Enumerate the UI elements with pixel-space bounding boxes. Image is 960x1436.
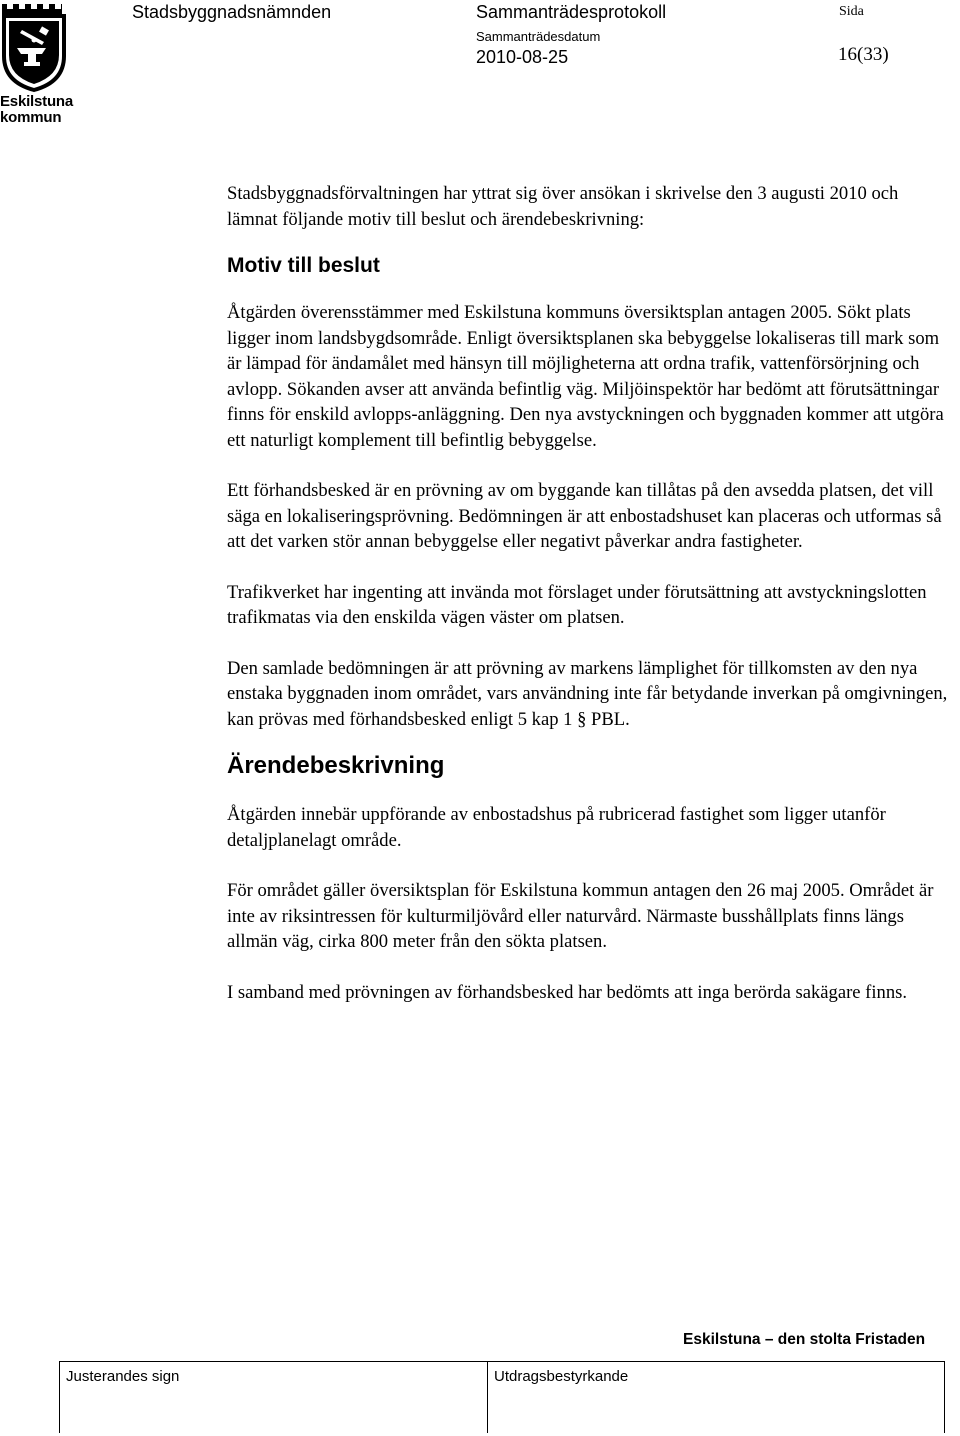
page-number: 16(33) xyxy=(838,44,889,65)
footer-divider xyxy=(487,1361,488,1433)
intro-paragraph: Stadsbyggnadsförvaltningen har yttrat sig över ansökan i skrivelse den 3 augusti 2010 och lämnat följande motiv till beslut och ärendebeskrivning: xyxy=(227,183,899,230)
paragraph-1: Åtgärden överensstämmer med Eskilstuna kommuns översiktsplan antagen 2005. Sökt plats ligger inom landsbygdsområde. Enligt översiktsplanen ska bebyggelse lokaliseras till mark som är lämpad för ändamålet med hänsyn till möjligheterna att ordna trafik, vattenförsörjning och avlopp. Sökanden avser att använda befintlig väg. Miljöinspektör har bedömt att förutsättningar finns för enskild avlopps-anläggning. Den nya avstyckningen och byggnaden kommer att utgöra ett naturligt komplement till befintlig bebyggelse. xyxy=(227,302,944,451)
date-label: Sammanträdesdatum xyxy=(476,29,601,44)
logo-line1: Eskilstuna xyxy=(0,93,74,110)
logo-text xyxy=(0,94,80,126)
paragraph-3: Trafikverket har ingenting att invända mot förslaget under förutsättning att avstyckningslotten trafikmatas via den enskilda vägen väster om platsen. xyxy=(227,581,927,628)
heading-motiv: Motiv till beslut xyxy=(227,254,380,277)
document-body xyxy=(227,181,952,1005)
paragraph-4: Den samlade bedömningen är att prövning av markens lämplighet för tillkomsten av den nya enstaka byggnaden inom området, vars användning inte får betydande inverkan på omgivningen, kan prövas med förhandsbesked enligt 5 kap 1 § PBL. xyxy=(227,657,948,730)
sign-label: Justerandes sign xyxy=(66,1368,180,1385)
meeting-date: 2010-08-25 xyxy=(476,47,569,67)
page-label: Sida xyxy=(839,4,864,19)
committee-name: Stadsbyggnadsnämnden xyxy=(132,2,332,22)
paragraph-6: För området gäller översiktsplan för Eskilstuna kommun antagen den 26 maj 2005. Området är inte av riksintressen för kulturmiljövård eller naturvård. Närmaste busshållplats finns längs allmän väg, cirka 800 meter från den sökta platsen. xyxy=(227,880,934,952)
extract-label: Utdragsbestyrkande xyxy=(494,1368,629,1385)
document-type: Sammanträdesprotokoll xyxy=(476,2,667,22)
heading-arende: Ärendebeskrivning xyxy=(227,752,445,779)
paragraph-5: Åtgärden innebär uppförande av enbostadshus på rubricerad fastighet som ligger utanför detaljplanelagt område. xyxy=(227,804,886,851)
paragraph-2: Ett förhandsbesked är en prövning av om byggande kan tillåtas på den avsedda platsen, det vill säga en lokaliseringsprövning. Bedömningen är att enbostadshuset kan placeras och utformas så att det varken stör annan bebyggelse eller negativt påverkar andra fastigheter. xyxy=(227,480,942,552)
logo-line2: kommun xyxy=(0,109,62,126)
footer-right-border xyxy=(944,1361,945,1433)
footer-motto: Eskilstuna – den stolta Fristaden xyxy=(683,1331,926,1348)
footer-left-border xyxy=(59,1361,60,1433)
paragraph-7: I samband med prövningen av förhandsbesked har bedömts att inga berörda sakägare finns. xyxy=(227,981,908,1003)
footer-rule xyxy=(59,1361,945,1362)
